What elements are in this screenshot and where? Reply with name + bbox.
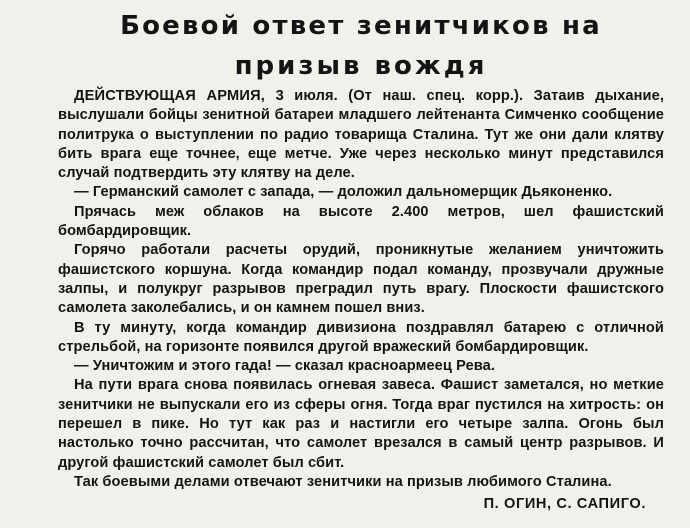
article-paragraph-5: В ту минуту, когда командир дивизиона поздравлял батарею с отличной стрельбой, на горизонте появился другой вражеский бомбардировщик. xyxy=(58,319,664,355)
article-paragraph-1-text: 3 июля. (От наш. спец. корр.). Затаив дыхание, выслушали бойцы зенитной батареи младшего лейтенанта Симченко сообщение политрука о выступлении по радио товарища Сталина. Тут же они дали клятву бить врага еще точнее, еще метче. Уже через несколько минут представился случай подтвердить эту клятву на деле. xyxy=(58,88,664,182)
article-paragraph-7: На пути врага снова появилась огневая завеса. Фашист заметался, но меткие зенитчики не выпускали его из сферы огня. Тогда враг пустился на хитрость: он перешел в пике. Но тут как раз и настигли его четыре залпа. Огонь был настолько точно рассчитан, что самолет врезался в самый центр разрывов. И другой фашистский самолет был сбит. xyxy=(58,377,664,471)
article-paragraph-2: — Германский самолет с запада, — доложил дальномерщик Дьяконенко. xyxy=(74,184,613,201)
article-headline xyxy=(58,6,664,86)
article-paragraph-1 xyxy=(58,87,664,183)
article-paragraph-3: Прячась меж облаков на высоте 2.400 метров, шел фашистский бомбардировщик. xyxy=(58,203,664,240)
article-paragraph-4: Горячо работали расчеты орудий, проникнутые желанием уничтожить фашистского коршуна. Когда командир подал команду, прозвучали дружные залпы, и полукруг разрывов преградил путь врагу. Плоскости фашистского самолета заколебались, и он камнем пошел вниз. xyxy=(58,242,664,317)
article-signature: П. ОГИН, С. САПИГО. xyxy=(483,496,646,513)
headline-line-1: Боевой ответ зенитчиков на xyxy=(120,11,602,41)
article-paragraph-8: Так боевыми делами отвечают зенитчики на призыв любимого Сталина. xyxy=(74,473,612,490)
article-dateline: ДЕЙСТВУЮЩАЯ АРМИЯ, xyxy=(74,88,266,104)
article-paragraph-6: — Уничтожим и этого гада! — сказал красноармеец Рева. xyxy=(74,358,496,375)
headline-line-2: призыв вождя xyxy=(234,51,488,81)
article-body xyxy=(58,87,664,492)
